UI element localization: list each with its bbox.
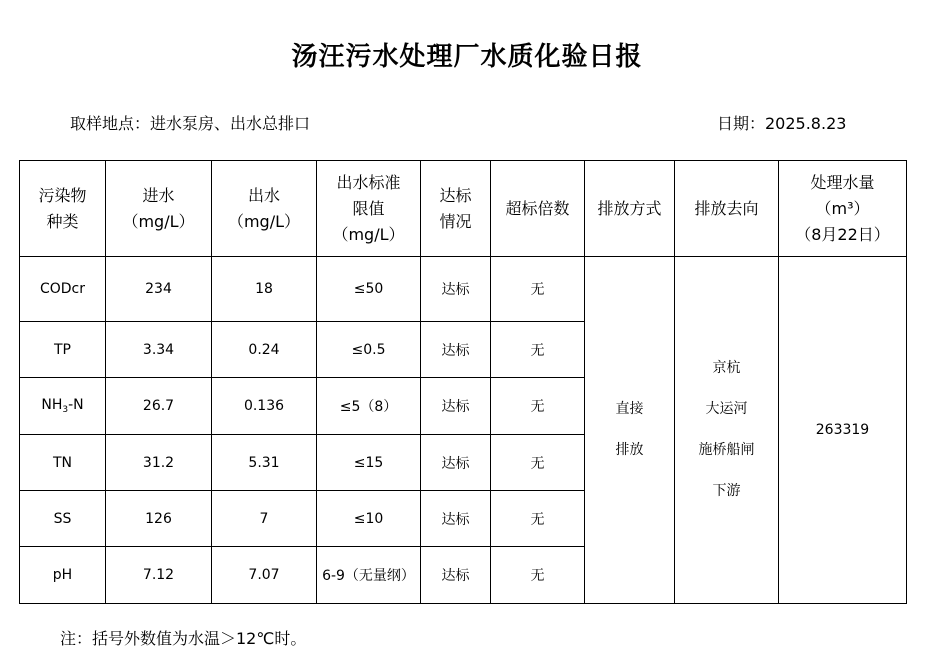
header-outflow-line1: 出水 bbox=[247, 185, 280, 205]
discharge-destination-line3: 施桥船闸 bbox=[698, 442, 755, 458]
header-volume-line1: 处理水量 bbox=[810, 172, 875, 192]
footnote: 注：括号外数值为水温＞12℃时。 bbox=[60, 629, 307, 648]
treated-volume-cell: 263319 bbox=[779, 257, 907, 604]
header-limit-line3: （mg/L） bbox=[332, 224, 405, 244]
pollutant-tail: -N bbox=[68, 397, 84, 413]
header-method bbox=[585, 161, 675, 257]
discharge-method-line1: 直接 bbox=[615, 401, 644, 417]
header-inflow-line2: （mg/L） bbox=[122, 211, 195, 231]
header-limit-line1: 出水标准 bbox=[336, 172, 401, 192]
limit-cell: ≤15 bbox=[317, 435, 421, 491]
header-status-line1: 达标 bbox=[439, 185, 472, 205]
header-exceed bbox=[491, 161, 585, 257]
header-method-line1: 排放方式 bbox=[597, 198, 662, 218]
report-date-text: 日期：2025.8.23 bbox=[717, 114, 847, 133]
outflow-cell: 7.07 bbox=[212, 547, 317, 604]
inflow-cell: 26.7 bbox=[106, 378, 212, 435]
exceed-cell: 无 bbox=[491, 547, 585, 604]
discharge-destination-line4: 下游 bbox=[712, 483, 741, 499]
discharge-destination-line2: 大运河 bbox=[705, 401, 748, 417]
inflow-cell: 234 bbox=[106, 257, 212, 322]
pollutant-cell: pH bbox=[20, 547, 106, 604]
document-title: 汤汪污水处理厂水质化验日报 bbox=[291, 42, 643, 72]
exceed-cell: 无 bbox=[491, 257, 585, 322]
discharge-destination-cell bbox=[675, 257, 779, 604]
pollutant-cell: TP bbox=[20, 322, 106, 378]
pollutant-main: NH bbox=[41, 397, 63, 413]
header-exceed-line1: 超标倍数 bbox=[505, 198, 570, 218]
header-status bbox=[421, 161, 491, 257]
water-quality-table bbox=[19, 160, 907, 604]
discharge-method-cell bbox=[585, 257, 675, 604]
pollutant-cell: CODcr bbox=[20, 257, 106, 322]
limit-cell: ≤10 bbox=[317, 491, 421, 547]
status-cell: 达标 bbox=[421, 547, 491, 604]
pollutant-subscript: 3 bbox=[62, 405, 69, 415]
header-pollutant-line1: 污染物 bbox=[38, 185, 87, 205]
header-destination-line1: 排放去向 bbox=[694, 198, 759, 218]
exceed-cell: 无 bbox=[491, 322, 585, 378]
inflow-cell: 7.12 bbox=[106, 547, 212, 604]
limit-cell: ≤0.5 bbox=[317, 322, 421, 378]
discharge-destination-line1: 京杭 bbox=[712, 360, 741, 376]
sampling-location bbox=[70, 111, 310, 134]
header-limit bbox=[317, 161, 421, 257]
inflow-cell: 126 bbox=[106, 491, 212, 547]
header-destination bbox=[675, 161, 779, 257]
outflow-cell: 0.136 bbox=[212, 378, 317, 435]
status-cell: 达标 bbox=[421, 491, 491, 547]
header-volume-line3: （8月22日） bbox=[795, 224, 890, 244]
exceed-cell: 无 bbox=[491, 491, 585, 547]
outflow-cell: 18 bbox=[212, 257, 317, 322]
pollutant-cell: TN bbox=[20, 435, 106, 491]
inflow-cell: 31.2 bbox=[106, 435, 212, 491]
header-status-line2: 情况 bbox=[439, 211, 472, 231]
status-cell: 达标 bbox=[421, 322, 491, 378]
header-row bbox=[20, 161, 907, 257]
header-inflow-line1: 进水 bbox=[142, 185, 175, 205]
exceed-cell: 无 bbox=[491, 435, 585, 491]
limit-cell: ≤5（8） bbox=[317, 378, 421, 435]
header-pollutant-line2: 种类 bbox=[46, 211, 79, 231]
exceed-cell: 无 bbox=[491, 378, 585, 435]
status-cell: 达标 bbox=[421, 435, 491, 491]
table-row bbox=[20, 257, 907, 322]
header-limit-line2: 限值 bbox=[352, 198, 385, 218]
pollutant-cell: SS bbox=[20, 491, 106, 547]
limit-cell: ≤50 bbox=[317, 257, 421, 322]
header-volume-line2: （m³） bbox=[815, 198, 870, 218]
header-inflow bbox=[106, 161, 212, 257]
outflow-cell: 0.24 bbox=[212, 322, 317, 378]
discharge-method-line2: 排放 bbox=[615, 442, 644, 458]
limit-cell: 6-9（无量纲） bbox=[317, 547, 421, 604]
pollutant-cell bbox=[20, 378, 106, 435]
status-cell: 达标 bbox=[421, 257, 491, 322]
report-date bbox=[717, 111, 846, 134]
outflow-cell: 7 bbox=[212, 491, 317, 547]
header-outflow-line2: （mg/L） bbox=[227, 211, 301, 231]
header-outflow bbox=[212, 161, 317, 257]
status-cell: 达标 bbox=[421, 378, 491, 435]
header-volume bbox=[779, 161, 907, 257]
outflow-cell: 5.31 bbox=[212, 435, 317, 491]
inflow-cell: 3.34 bbox=[106, 322, 212, 378]
header-pollutant bbox=[20, 161, 106, 257]
sampling-location-text: 取样地点：进水泵房、出水总排口 bbox=[70, 114, 311, 133]
